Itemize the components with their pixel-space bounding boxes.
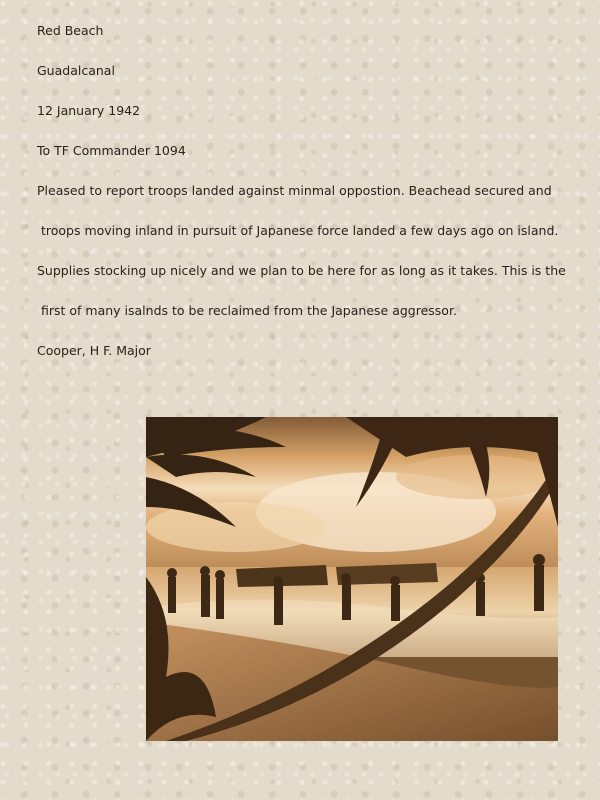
beach-landing-illustration — [146, 417, 558, 741]
body-line: Supplies stocking up nicely and we plan to be here for as long as it takes. This is the — [37, 263, 566, 278]
body-line: Pleased to report troops landed against minmal oppostion. Beachead secured and — [37, 183, 552, 198]
place-line: Guadalcanal — [37, 63, 115, 78]
location-line: Red Beach — [37, 23, 104, 38]
signature-line: Cooper, H F. Major — [37, 343, 151, 358]
date-line: 12 January 1942 — [37, 103, 141, 118]
recipient-line: To TF Commander 1094 — [37, 143, 186, 158]
body-line: first of many isalnds to be reclaimed from the Japanese aggressor. — [37, 303, 457, 318]
sepia-tint — [146, 417, 558, 741]
beach-landing-photo — [146, 417, 558, 741]
body-line: troops moving inland in pursuit of Japanese force landed a few days ago on island. — [37, 223, 559, 238]
